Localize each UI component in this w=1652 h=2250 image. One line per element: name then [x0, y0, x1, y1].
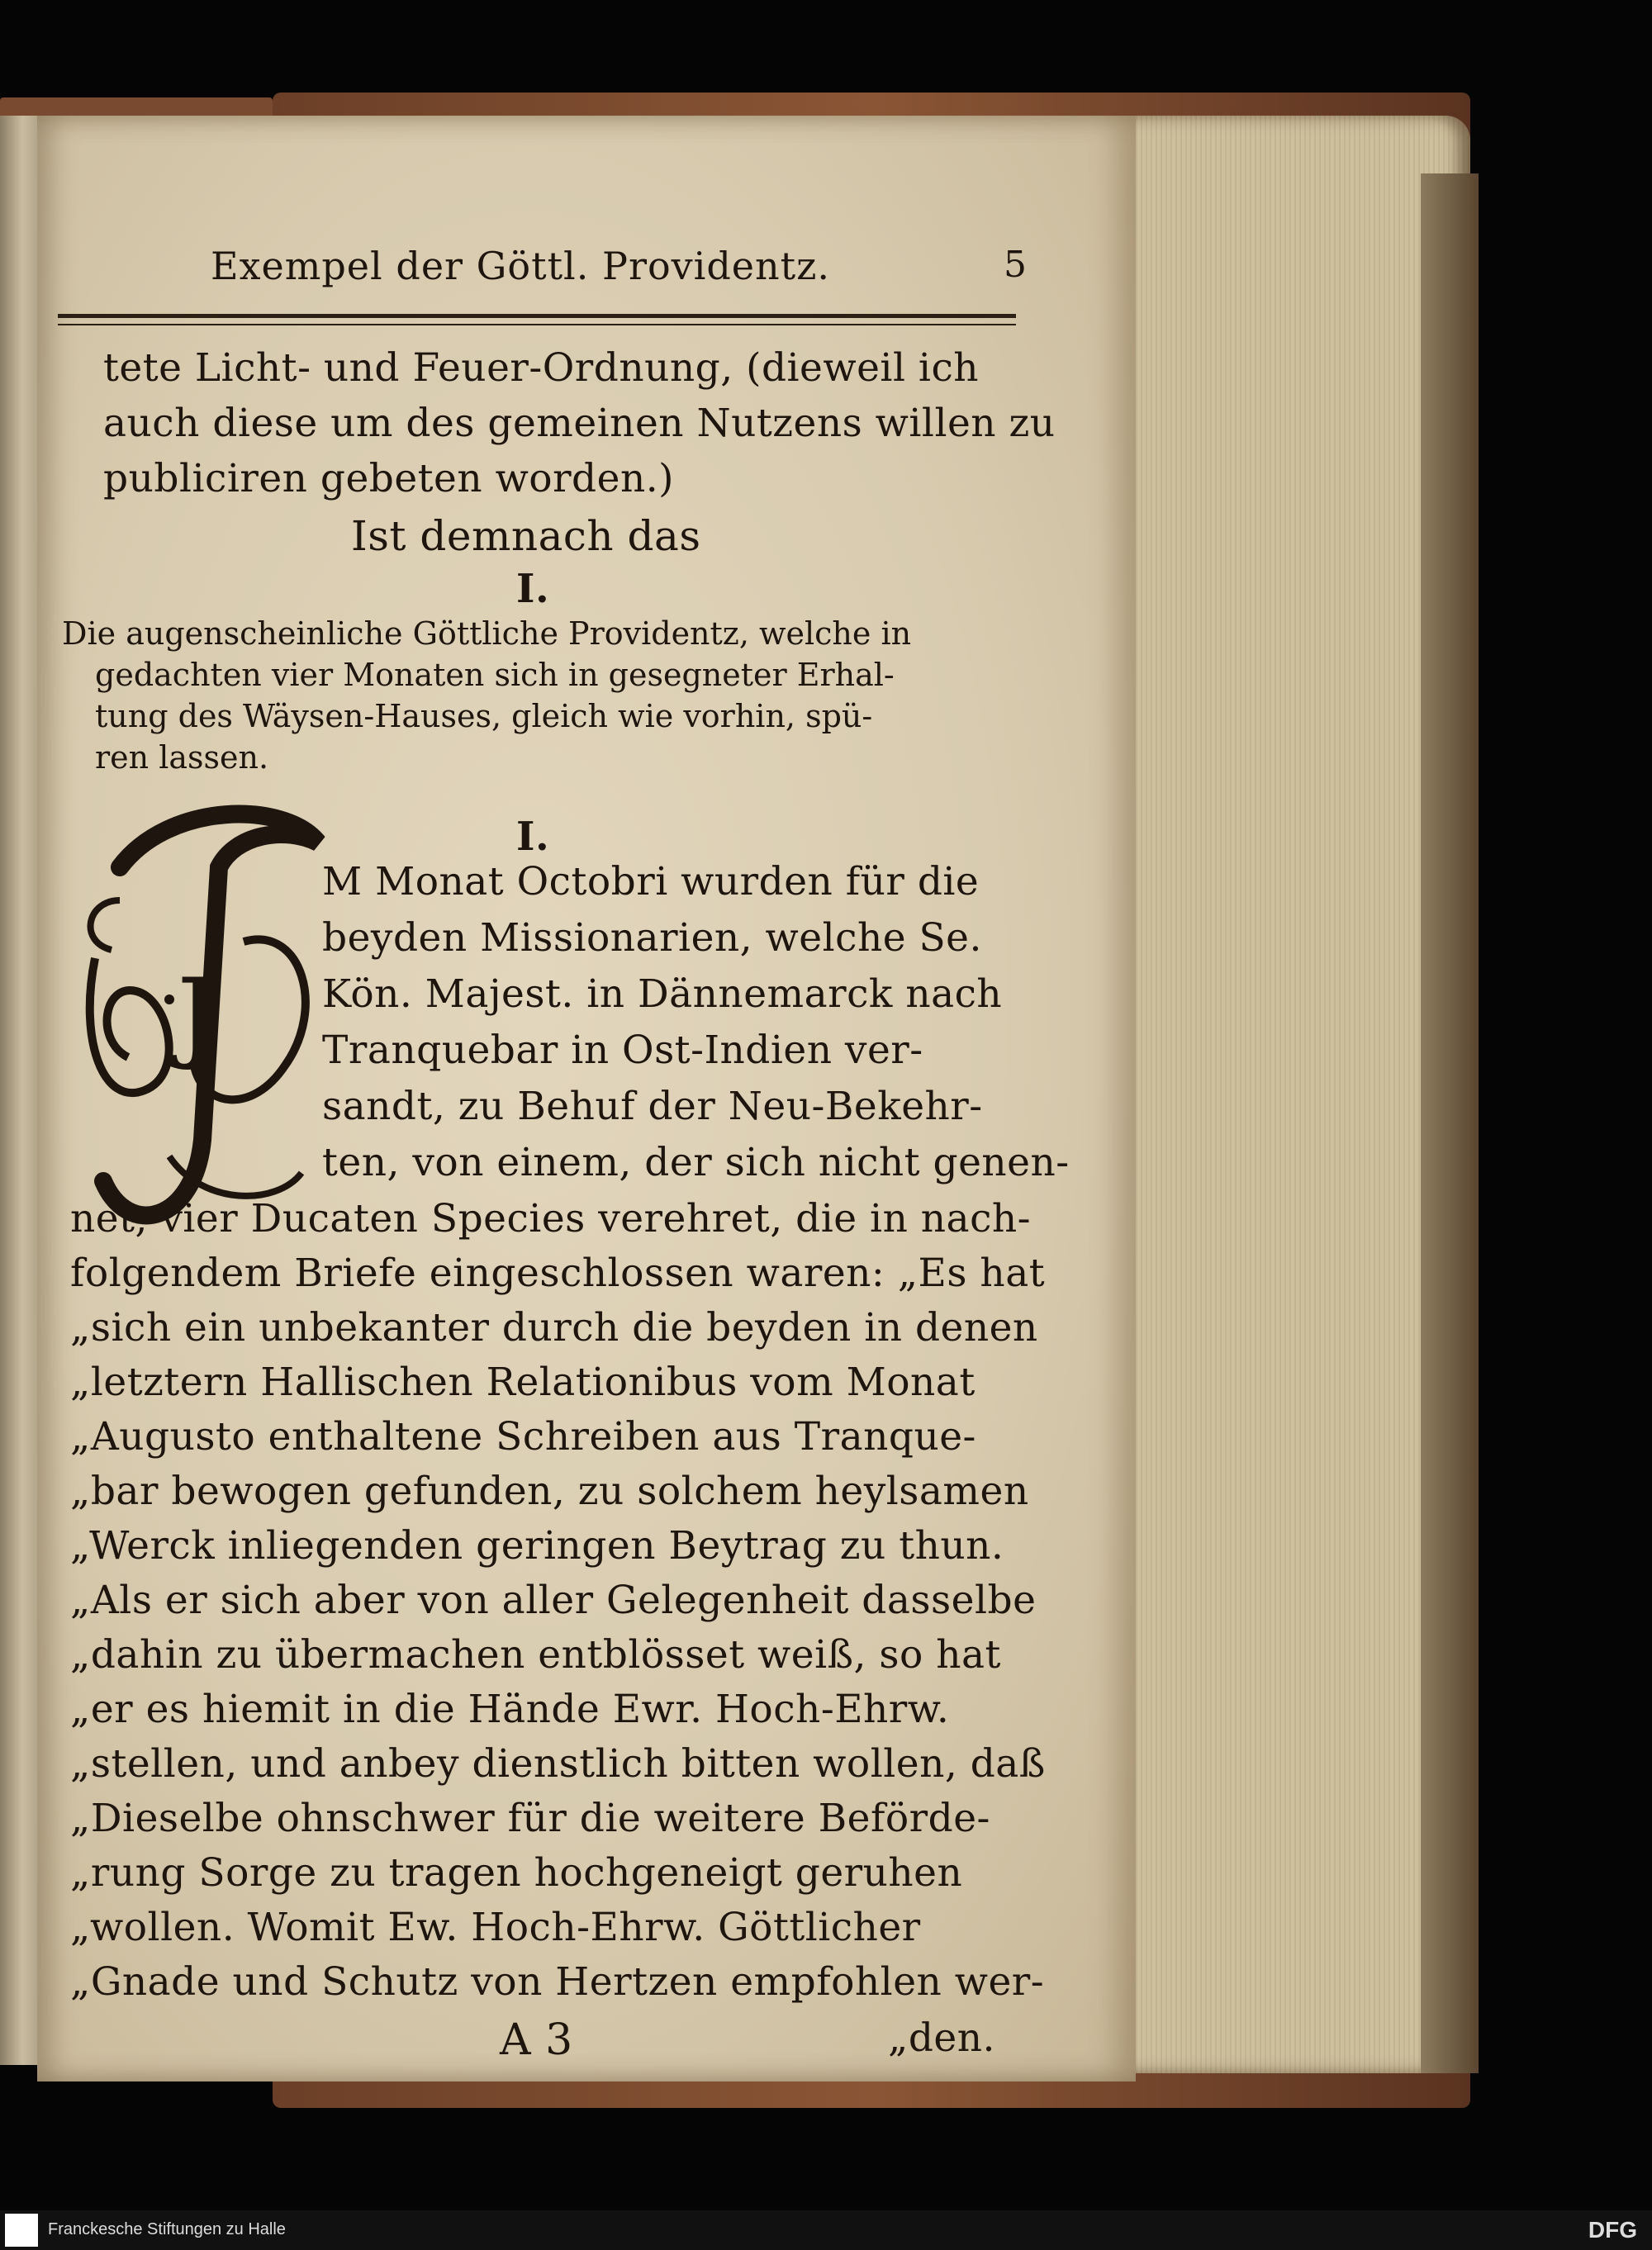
decorated-initial-letter: [70, 793, 335, 1256]
section-numeral: I.: [516, 566, 550, 612]
header-rule-thin: [58, 324, 1016, 325]
previous-page-sliver: [0, 116, 40, 2065]
body-line: „Dieselbe ohnschwer für die weitere Beförde-: [70, 1796, 990, 1841]
initial-letter-glyph: J: [178, 956, 225, 1073]
summary-line: tung des Wäysen-Hauses, gleich wie vorhin, spü-: [95, 698, 873, 734]
dfg-logo: DFG: [1588, 2217, 1637, 2243]
initial-line: beyden Missionarien, welche Se.: [322, 915, 982, 961]
body-line: „Als er sich aber von aller Gelegenheit dasselbe: [70, 1578, 1037, 1623]
page-number: 5: [1004, 244, 1027, 286]
body-line: „Werck inliegenden geringen Beytrag zu thun.: [70, 1523, 1004, 1569]
body-line: folgendem Briefe eingeschlossen waren: „Es hat: [70, 1251, 1046, 1296]
footer-bar: [0, 2210, 1652, 2250]
section-heading: Ist demnach das: [351, 512, 701, 560]
footer-credit: Franckesche Stiftungen zu Halle: [48, 2220, 286, 2238]
body-line: „sich ein unbekanter durch die beyden in denen: [70, 1305, 1038, 1350]
fore-edge-pages: [1123, 116, 1470, 2073]
body-line: „dahin zu übermachen entblösset weiß, so hat: [70, 1632, 1001, 1678]
body-line: „wollen. Womit Ew. Hoch-Ehrw. Göttlicher: [70, 1905, 921, 1950]
summary-line: Die augenscheinliche Göttliche Providentz, welche in: [62, 615, 912, 652]
body-line: „stellen, und anbey dienstlich bitten wollen, daß: [70, 1741, 1046, 1787]
catchword: „den.: [888, 2015, 995, 2061]
initial-line: Kön. Majest. in Dännemarck nach: [322, 971, 1003, 1017]
intro-line: tete Licht- und Feuer-Ordnung, (dieweil ich: [103, 345, 980, 391]
body-line: „er es hiemit in die Hände Ewr. Hoch-Ehrw.: [70, 1687, 950, 1732]
body-line: „Augusto enthaltene Schreiben aus Tranque-: [70, 1414, 976, 1460]
body-line: „letztern Hallischen Relationibus vom Monat: [70, 1360, 976, 1405]
running-head: [211, 244, 1037, 288]
intro-line: auch diese um des gemeinen Nutzens willen zu: [103, 401, 1056, 446]
body-line: „rung Sorge zu tragen hochgeneigt geruhen: [70, 1850, 963, 1896]
summary-line: ren lassen.: [95, 739, 269, 776]
cover-edge-shadow: [1421, 173, 1479, 2073]
initial-line: Tranquebar in Ost-Indien ver-: [322, 1028, 923, 1073]
signature-mark: A 3: [500, 2015, 573, 2065]
book-page: [37, 116, 1136, 2081]
body-line: „bar bewogen gefunden, zu solchem heylsamen: [70, 1469, 1029, 1514]
body-line: net, vier Ducaten Species verehret, die in nach-: [70, 1196, 1032, 1241]
initial-line: M Monat Octobri wurden für die: [322, 859, 980, 904]
running-title: Exempel der Göttl. Providentz.: [211, 244, 830, 288]
institution-logo-icon: [5, 2214, 38, 2247]
summary-line: gedachten vier Monaten sich in gesegneter Erhal-: [95, 657, 895, 693]
body-line: „Gnade und Schutz von Hertzen empfohlen wer-: [70, 1959, 1045, 2005]
initial-line: sandt, zu Behuf der Neu-Bekehr-: [322, 1084, 983, 1129]
intro-line: publiciren gebeten worden.): [103, 456, 675, 501]
header-rule: [58, 314, 1016, 318]
paragraph-numeral: I.: [516, 814, 550, 860]
initial-line: ten, von einem, der sich nicht genen-: [322, 1140, 1070, 1185]
